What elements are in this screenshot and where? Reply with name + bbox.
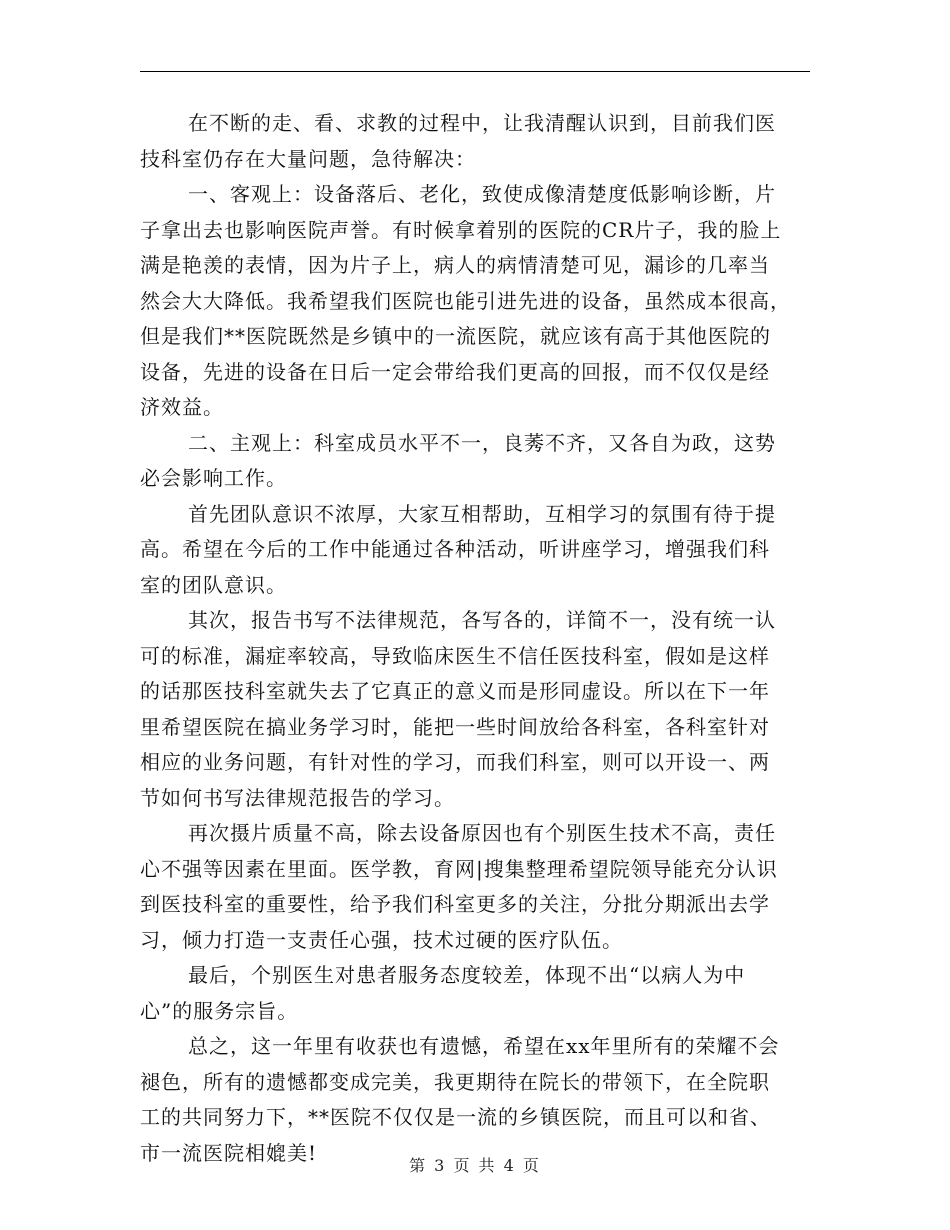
paragraph-line: 必会影响工作。 (140, 466, 287, 490)
paragraph-line: 市一流医院相媲美! (140, 1140, 318, 1165)
paragraph-first-line: 一、客观上：设备落后、老化，致使成像清楚度低影响诊断，片 (188, 182, 776, 206)
paragraph-first-line: 首先团队意识不浓厚，大家互相帮助，互相学习的氛围有待于提 (188, 501, 776, 526)
document-body (140, 106, 810, 1171)
paragraph-line: 技科室仍存在大量问题，急待解决： (140, 146, 476, 171)
paragraph-line: 相应的业务问题，有针对性的学习，而我们科室，则可以开设一、两 (140, 750, 770, 774)
paragraph-line: 设备，先进的设备在日后一定会带给我们更高的回报，而不仅仅是经 (140, 359, 770, 384)
paragraph-first-line: 再次摄片质量不高，除去设备原因也有个别医生技术不高，责任 (188, 821, 776, 845)
paragraph-line: 可的标准，漏症率较高，导致临床医生不信任医技科室，假如是这样 (140, 643, 770, 668)
paragraph-line: 子拿出去也影响医院声誉。有时候拿着别的医院的CR片子，我的脸上 (140, 217, 782, 242)
paragraph-first-line: 二、主观上：科室成员水平不一，良莠不齐，又各自为政，这势 (188, 430, 776, 455)
paragraph-line: 的话那医技科室就失去了它真正的意义而是形同虚设。所以在下一年 (140, 679, 770, 703)
paragraph-line: 室的团队意识。 (140, 572, 287, 597)
paragraph-line: 但是我们**医院既然是乡镇中的一流医院，就应该有高于其他医院的 (140, 324, 771, 348)
paragraph-line: 到医技科室的重要性，给予我们科室更多的关注，分批分期派出去学 (140, 892, 770, 916)
paragraph-first-line: 总之，这一年里有收获也有遗憾，希望在xx年里所有的荣耀不会 (188, 1034, 780, 1058)
paragraph-first-line: 在不断的走、看、求教的过程中，让我清醒认识到，目前我们医 (188, 111, 776, 135)
paragraph-line: 褪色，所有的遗憾都变成完美，我更期待在院长的带领下，在全院职 (140, 1069, 770, 1094)
paragraph-line: 节如何书写法律规范报告的学习。 (140, 785, 455, 810)
paragraph-line: 高。希望在今后的工作中能通过各种活动，听讲座学习，增强我们科 (140, 537, 770, 561)
paragraph-first-line: 其次，报告书写不法律规范，各写各的，详简不一，没有统一认 (188, 608, 776, 632)
page-number-footer: 第 3 页 共 4 页 (409, 1156, 541, 1175)
paragraph-line: 里希望医院在搞业务学习时，能把一些时间放给各科室，各科室针对 (140, 714, 770, 739)
header-rule (140, 71, 810, 72)
paragraph-line: 习，倾力打造一支责任心强，技术过硬的医疗队伍。 (140, 927, 623, 952)
paragraph-line: 心不强等因素在里面。医学教，育网|搜集整理希望院领导能充分认识 (140, 856, 778, 881)
paragraph-line: 心”的服务宗旨。 (140, 998, 299, 1023)
paragraph-line: 济效益。 (140, 395, 224, 419)
paragraph-first-line: 最后，个别医生对患者服务态度较差，体现不出“以病人为中 (188, 963, 746, 987)
paragraph-line: 满是艳羡的表情，因为片子上，病人的病情清楚可见，漏诊的几率当 (140, 253, 770, 277)
paragraph-line: 然会大大降低。我希望我们医院也能引进先进的设备，虽然成本很高， (140, 288, 791, 313)
paragraph-line: 工的共同努力下，**医院不仅仅是一流的乡镇医院，而且可以和省、 (140, 1105, 771, 1129)
